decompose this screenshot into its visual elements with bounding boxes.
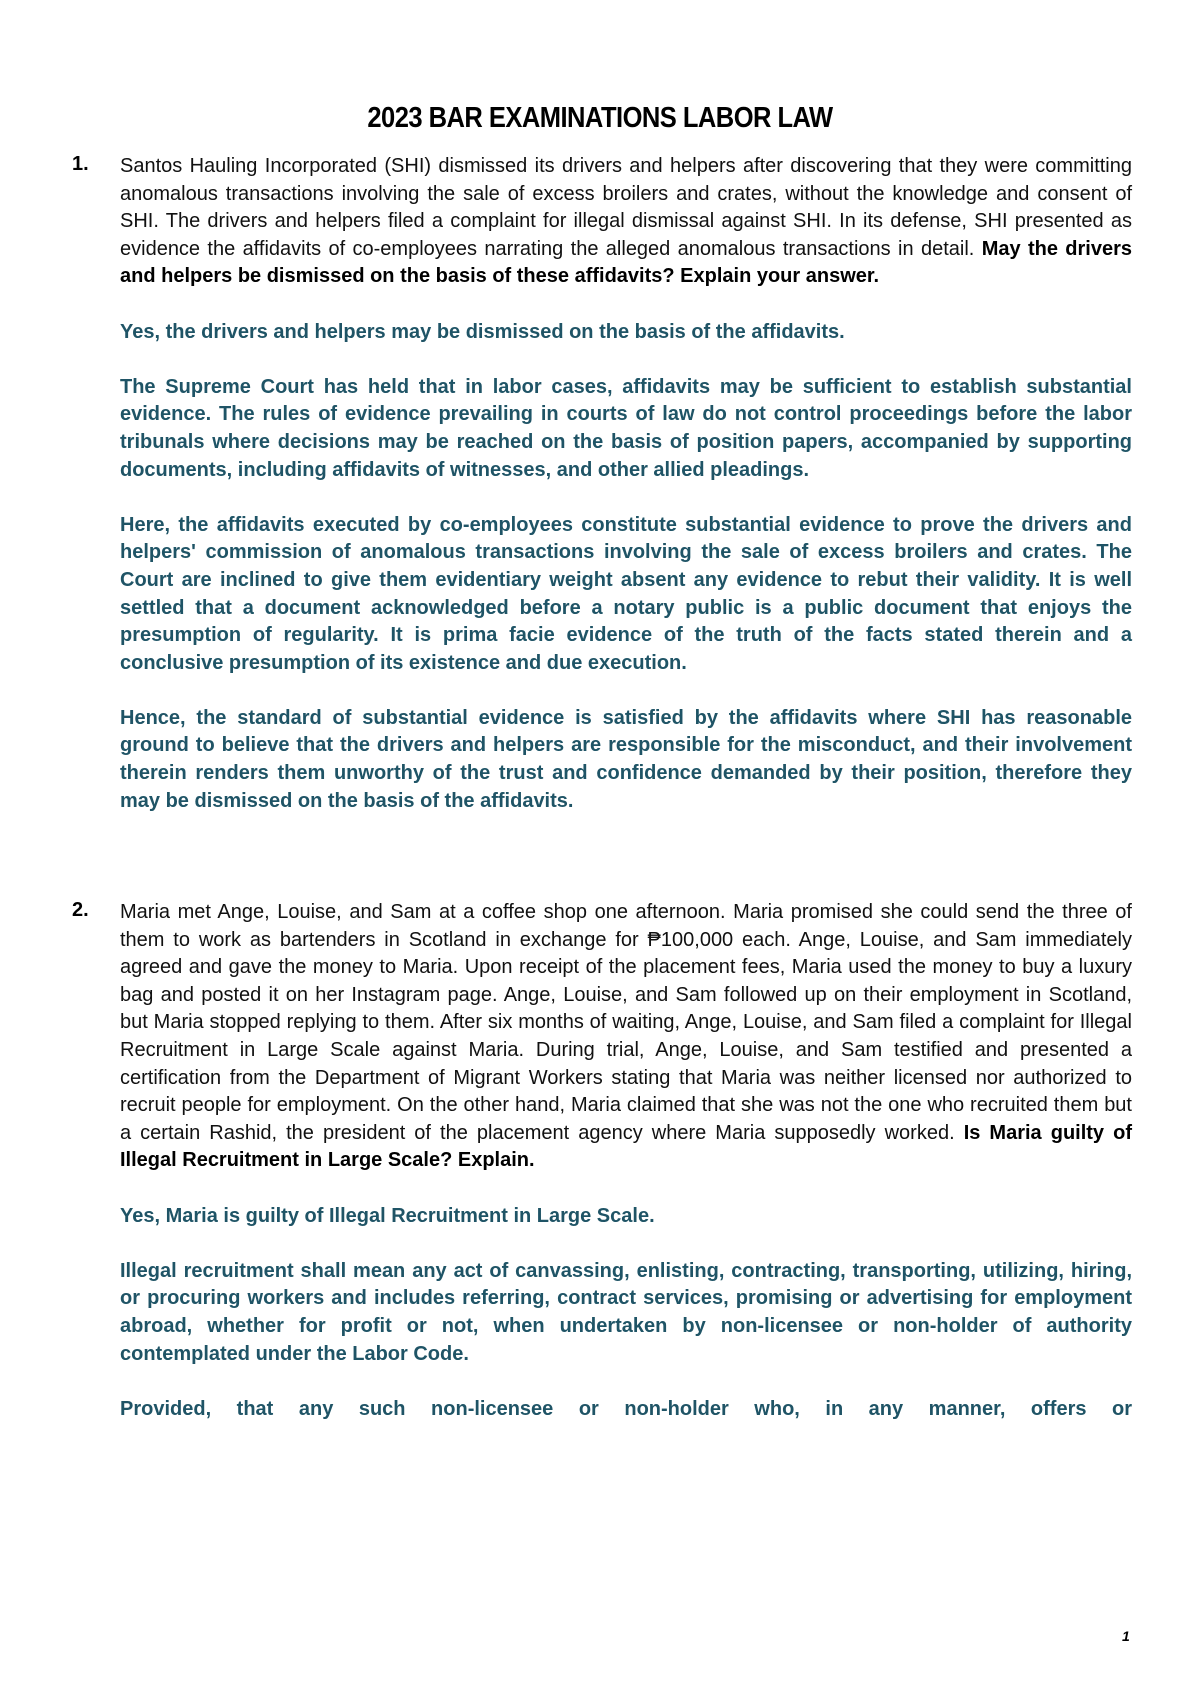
question-number: 2. bbox=[72, 899, 89, 921]
answer-paragraph: Here, the affidavits executed by co-employees constitute substantial evidence to prove the drivers and helpers' commission of anomalous transactions involving the sale of excess broilers and crates. The Court are inclined to give them evidentiary weight absent any evidence to rebut their validity. It is well settled that a document acknowledged before a notary public is a public document that enjoys the presumption of regularity. It is prima facie evidence of the truth of the facts stated therein and a conclusive presumption of its existence and due execution. bbox=[120, 513, 1132, 674]
document-title: 2023 BAR EXAMINATIONS LABOR LAW bbox=[367, 102, 833, 134]
answer-paragraph: Provided, that any such non-licensee or non-holder who, in any manner, offers or bbox=[120, 1397, 1132, 1420]
answer-paragraph: The Supreme Court has held that in labor cases, affidavits may be sufficient to establish substantial evidence. The rules of evidence prevailing in courts of law do not control proceedings before the labor tribunals where decisions may be reached on the basis of position papers, accompanied by supporting documents, including affidavits of witnesses, and other allied pleadings. bbox=[120, 375, 1132, 481]
question-item-1 bbox=[72, 153, 1132, 815]
question-body: Maria met Ange, Louise, and Sam at a coffee shop one afternoon. Maria promised she could send the three of them to work as bartenders in Scotland in exchange for ₱100,000 each. Ange, Louise, and Sam immediately agreed and gave the money to Maria. Upon receipt of the placement fees, Maria used the money to buy a luxury bag and posted it on her Instagram page. Ange, Louise, and Sam followed up on their employment in Scotland, but Maria stopped replying to them. After six months of waiting, Ange, Louise, and Sam filed a complaint for Illegal Recruitment in Large Scale against Maria. During trial, Ange, Louise, and Sam testified and presented a certification from the Department of Migrant Workers stating that Maria was neither licensed nor authorized to recruit people for employment. On the other hand, Maria claimed that she was not the one who recruited them but a certain Rashid, the president of the placement agency where Maria supposedly worked. bbox=[120, 901, 1132, 1144]
answer-paragraph: Illegal recruitment shall mean any act of canvassing, enlisting, contracting, transporting, utilizing, hiring, or procuring workers and includes referring, contract services, promising or advertising for employment abroad, whether for profit or not, when undertaken by non-licensee or non-holder of authority contemplated under the Labor Code. bbox=[120, 1259, 1132, 1365]
answer-paragraph: Hence, the standard of substantial evidence is satisfied by the affidavits where SHI has reasonable ground to believe that the drivers and helpers are responsible for the misconduct, and their involvement therein renders them unworthy of the trust and confidence demanded by their position, therefore they may be dismissed on the basis of the affidavits. bbox=[120, 706, 1132, 812]
question-item-2 bbox=[72, 899, 1132, 1423]
question-prompt: Is Maria guilty of Illegal Recruitment in Large Scale? Explain. bbox=[120, 1121, 1132, 1172]
question-body: Santos Hauling Incorporated (SHI) dismissed its drivers and helpers after discovering that they were committing anomalous transactions involving the sale of excess broilers and crates, without the knowledge and consent of SHI. The drivers and helpers filed a complaint for illegal dismissal against SHI. In its defense, SHI presented as evidence the affidavits of co-employees narrating the alleged anomalous transactions in detail. bbox=[120, 155, 1132, 260]
question-prompt: May the drivers and helpers be dismissed on the basis of these affidavits? Explain your answer. bbox=[120, 237, 1133, 288]
question-text bbox=[120, 899, 1132, 1175]
answer-paragraph: Yes, Maria is guilty of Illegal Recruitment in Large Scale. bbox=[120, 1204, 655, 1227]
page-number: 1 bbox=[1122, 1628, 1130, 1644]
answer-paragraph: Yes, the drivers and helpers may be dismissed on the basis of the affidavits. bbox=[120, 320, 845, 343]
question-number: 1. bbox=[72, 153, 89, 175]
question-text bbox=[120, 153, 1132, 291]
